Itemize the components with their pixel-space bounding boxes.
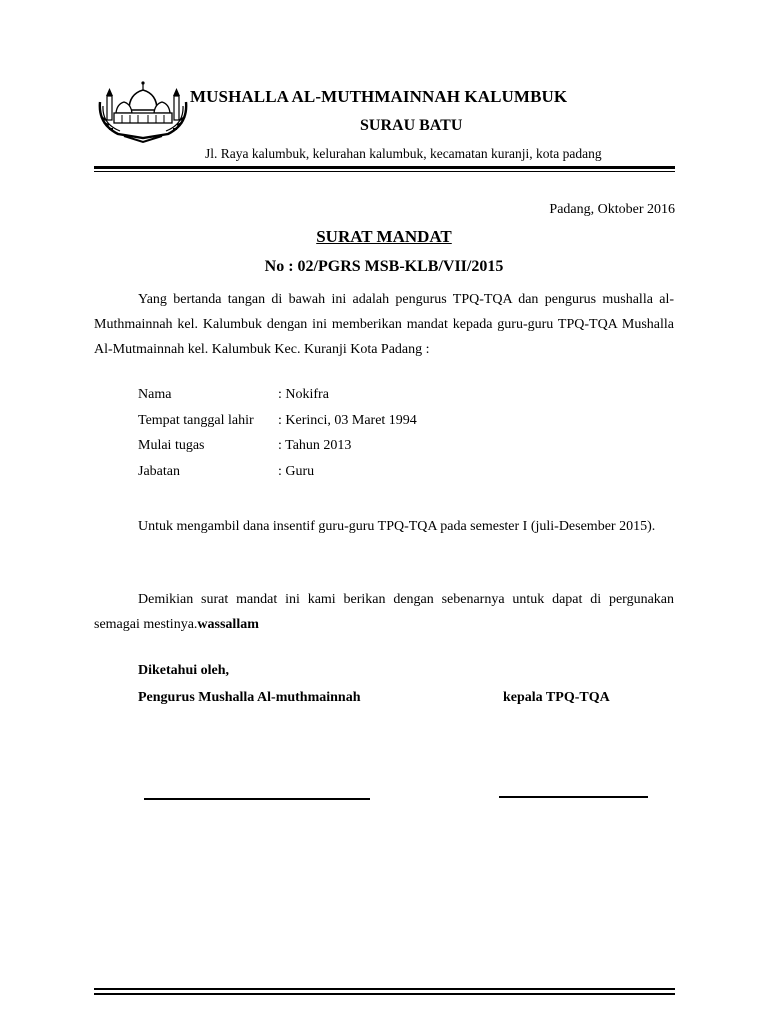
field-label-ttl: Tempat tanggal lahir xyxy=(138,413,254,428)
org-name: MUSHALLA AL-MUTHMAINNAH KALUMBUK xyxy=(190,87,568,106)
letter-title: SURAT MANDAT xyxy=(316,227,452,246)
signature-title-right: kepala TPQ-TQA xyxy=(503,690,610,705)
closing-word: wassallam xyxy=(197,617,259,632)
signature-line-left xyxy=(144,798,370,800)
letterhead-rule-thick xyxy=(94,166,675,169)
footer-rule-top xyxy=(94,988,675,990)
body-paragraph-1: Yang bertanda tangan di bawah ini adalah pengurus TPQ-TQA dan pengurus mushalla al-Muthmainnah kel. Kalumbuk dengan ini memberikan mandat kepada guru-guru TPQ-TQA Mushalla Al-Mutmainnah kel. Kalumbuk Kec. Kuranji Kota Padang : xyxy=(94,292,674,357)
footer-rule-bottom xyxy=(94,993,675,995)
body-paragraph-2: Untuk mengambil dana insentif guru-guru TPQ-TQA pada semester I (juli-Desember 2015). xyxy=(138,519,656,534)
letter-number: No : 02/PGRS MSB-KLB/VII/2015 xyxy=(264,258,504,275)
letter-date: Padang, Oktober 2016 xyxy=(549,202,675,217)
closing-sentence: Demikian surat mandat ini kami berikan dengan sebenarnya untuk dapat di pergunakan semagai mestinya. xyxy=(94,592,674,632)
field-label-mulai-tugas: Mulai tugas xyxy=(138,438,205,453)
org-subtitle: SURAU BATU xyxy=(360,117,463,134)
org-address: Jl. Raya kalumbuk, kelurahan kalumbuk, kecamatan kuranji, kota padang xyxy=(205,146,602,161)
field-value-nama: : Nokifra xyxy=(278,387,329,402)
signature-line-right xyxy=(499,796,648,798)
signature-title-left: Pengurus Mushalla Al-muthmainnah xyxy=(138,690,361,705)
known-by-label: Diketahui oleh, xyxy=(138,663,230,678)
field-value-jabatan: : Guru xyxy=(278,464,315,479)
field-value-mulai-tugas: : Tahun 2013 xyxy=(278,438,352,453)
body-paragraph-3 xyxy=(94,587,674,637)
field-label-nama: Nama xyxy=(138,387,172,402)
mosque-emblem-icon xyxy=(96,80,190,144)
field-value-ttl: : Kerinci, 03 Maret 1994 xyxy=(278,413,417,428)
letterhead-rule-thin xyxy=(94,171,675,172)
field-label-jabatan: Jabatan xyxy=(138,464,180,479)
